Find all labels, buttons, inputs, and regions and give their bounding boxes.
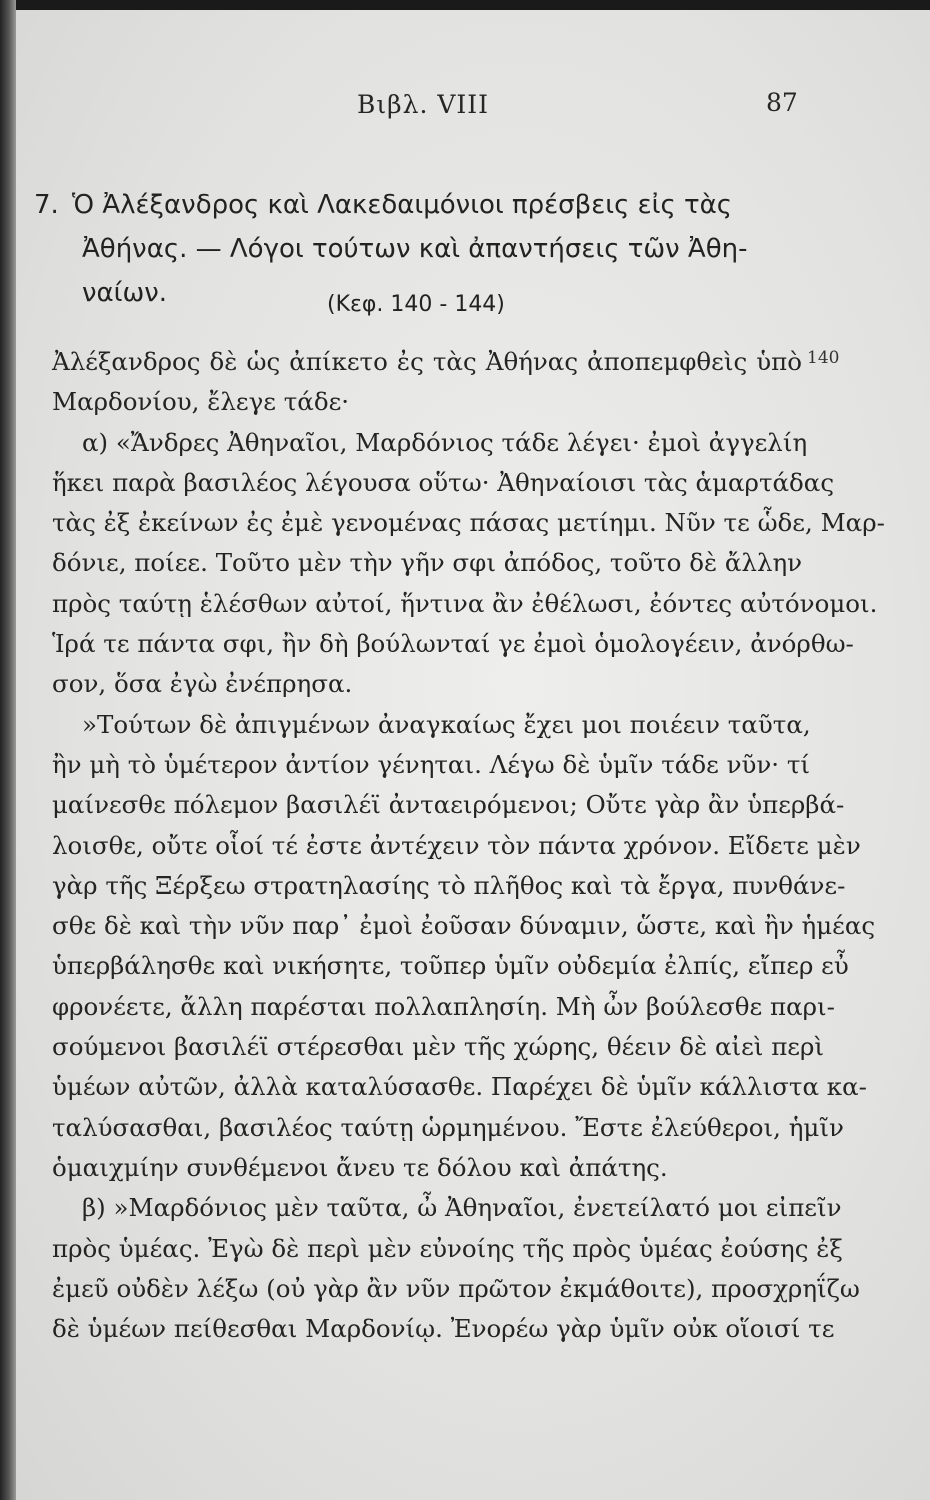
- page-number: 87: [766, 88, 798, 117]
- text-line: δόνιε, ποίεε. Τοῦτο μὲν τὴν γῆν σφι ἀπόδος, τοῦτο δὲ ἄλλην: [52, 548, 803, 578]
- scan-binding-shadow: [0, 0, 16, 1500]
- text-line: α) «Ἄνδρες Ἀθηναῖοι, Μαρδόνιος τάδε λέγει· ἐμοὶ ἀγγελίη: [82, 427, 808, 457]
- text-line: ὑμέων αὐτῶν, ἀλλὰ καταλύσασθε. Παρέχει δὲ ὑμῖν κάλλιστα κα-: [52, 1072, 867, 1102]
- page-header: [0, 90, 930, 130]
- text-line: »Τούτων δὲ ἀπιγμένων ἀναγκαίως ἔχει μοι ποιέειν ταῦτα,: [82, 709, 811, 739]
- text-line: λοισθε, οὔτε οἷοί τέ ἐστε ἀντέχειν τὸν πάντα χρόνον. Εἴδετε μὲν: [52, 830, 861, 860]
- chapter-reference: (Κεφ. 140 - 144): [327, 292, 505, 317]
- section-title-line-2: Ἀθήνας. — Λόγοι τούτων καὶ ἀπαντήσεις τῶν Ἀθη-: [82, 234, 748, 264]
- text-line: γὰρ τῆς Ξέρξεω στρατηλασίης τὸ πλῆθος καὶ τὰ ἔργα, πυνθάνε-: [52, 870, 846, 900]
- section-title-line-1: Ὁ Ἀλέξανδρος καὶ Λακεδαιμόνιοι πρέσβεις εἰς τὰς: [72, 190, 733, 220]
- section-heading-line: [34, 183, 834, 227]
- margin-chapter-number: 140: [807, 348, 840, 368]
- text-line: β) »Μαρδόνιος μὲν ταῦτα, ὦ Ἀθηναῖοι, ἐνετείλατό μοι εἰπεῖν: [82, 1193, 842, 1223]
- section-number: 7.: [34, 190, 59, 220]
- text-line: ἢν μὴ τὸ ὑμέτερον ἀντίον γένηται. Λέγω δὲ ὑμῖν τάδε νῦν· τί: [52, 749, 810, 779]
- text-line: πρὸς ὑμέας. Ἐγὼ δὲ περὶ μὲν εὐνοίης τῆς πρὸς ὑμέας ἐούσης ἐξ: [52, 1233, 843, 1263]
- text-line: φρονέετε, ἄλλη παρέσται πολλαπλησίη. Μὴ ὦν βούλεσθε παρι-: [52, 991, 835, 1021]
- text-line: Μαρδονίου, ἔλεγε τάδε·: [52, 387, 350, 417]
- text-line: ἥκει παρὰ βασιλέος λέγουσα οὕτω· Ἀθηναίοισι τὰς ἁμαρτάδας: [52, 467, 835, 497]
- text-line: δὲ ὑμέων πείθεσθαι Μαρδονίῳ. Ἐνορέω γὰρ ὑμῖν οὐκ οἵοισί τε: [52, 1314, 835, 1344]
- text-line: σον, ὅσα ἐγὼ ἐνέπρησα.: [52, 669, 353, 699]
- text-line: πρὸς ταύτῃ ἑλέσθων αὐτοί, ἥντινα ἂν ἐθέλωσι, ἐόντες αὐτόνομοι.: [52, 588, 878, 618]
- text-line: Ἀλέξανδρος δὲ ὡς ἀπίκετο ἐς τὰς Ἀθήνας ἀποπεμφθεὶς ὑπὸ: [52, 347, 802, 376]
- text-line: σθε δὲ καὶ τὴν νῦν παρ᾽ ἐμοὶ ἐοῦσαν δύναμιν, ὥστε, καὶ ἢν ἡμέας: [52, 911, 876, 941]
- text-line: ὑπερβάλησθε καὶ νικήσητε, τοῦπερ ὑμῖν οὐδεμία ἐλπίς, εἴπερ εὖ: [52, 951, 849, 981]
- scan-top-border: [0, 0, 930, 10]
- text-line: τὰς ἐξ ἐκείνων ἐς ἐμὲ γενομένας πάσας μετίημι. Νῦν τε ὧδε, Μαρ-: [52, 508, 885, 538]
- text-line: ταλύσασθαι, βασιλέος ταύτῃ ὡρμημένου. Ἔστε ἐλεύθεροι, ἡμῖν: [52, 1112, 844, 1142]
- running-head: Βιβλ. VIII: [357, 90, 490, 119]
- text-line: ὁμαιχμίην συνθέμενοι ἄνευ τε δόλου καὶ ἀπάτης.: [52, 1152, 668, 1182]
- text-line: μαίνεσθε πόλεμον βασιλέϊ ἀνταειρόμενοι; Οὔτε γὰρ ἂν ὑπερβά-: [52, 790, 845, 820]
- text-line: Ἱρά τε πάντα σφι, ἢν δὴ βούλωνταί γε ἐμοὶ ὁμολογέειν, ἀνόρθω-: [52, 629, 854, 659]
- text-line: σούμενοι βασιλέϊ στέρεσθαι μὲν τῆς χώρης, θέειν δὲ αἰεὶ περὶ: [52, 1032, 825, 1062]
- text-line: ἐμεῦ οὐδὲν λέξω (οὐ γὰρ ἂν νῦν πρῶτον ἐκμάθοιτε), προσχρηΐζω: [52, 1273, 860, 1303]
- section-title-line-3: ναίων.: [82, 278, 168, 308]
